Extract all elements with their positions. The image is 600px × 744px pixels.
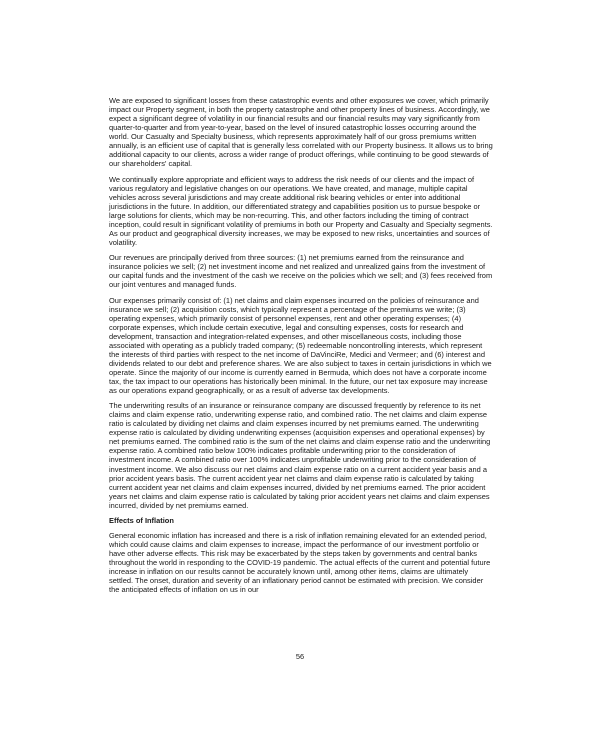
page-number: 56 bbox=[295, 652, 305, 661]
paragraph-risk-needs: We continually explore appropriate and efficient ways to address the risk needs of our clients and the impact of various regulatory and legislative changes on our operations. We have created, and manage, multiple capital vehicles across several jurisdictions and may create additional risk bearing vehicles or enter into additional jurisdictions in the future. In addition, our differentiated strategy and capabilities position us to pursue bespoke or large solutions for clients, which may be non-recurring. This, and other factors including the timing of contract inception, could result in significant volatility of premiums in both our Property and Casualty and Specialty segments. As our product and geographical diversity increases, we may be exposed to new risks, uncertainties and sources of volatility. bbox=[109, 174, 493, 247]
paragraph-expenses: Our expenses primarily consist of: (1) net claims and claim expenses incurred on the policies of reinsurance and insurance we sell; (2) acquisition costs, which typically represent a percentage of the premiums we write; (3) operating expenses, which primarily consist of personnel expenses, rent and other operating expenses; (4) corporate expenses, which include certain executive, legal and consulting expenses, costs for research and development, transaction and integration-related expenses, and other miscellaneous costs, including those associated with operating as a publicly traded company; (5) redeemable noncontrolling interests, which represent the interests of third parties with respect to the net income of DaVinciRe, Medici and Vermeer; and (6) interest and dividends related to our debt and preference shares. We are also subject to taxes in certain jurisdictions in which we operate. Since the majority of our income is currently earned in Bermuda, which does not have a corporate income tax, the tax impact to our operations has historically been minimal. In the future, our net tax exposure may increase as our operations expand geographically, or as a result of adverse tax developments. bbox=[109, 295, 492, 395]
paragraph-catastrophe-exposure: We are exposed to significant losses from these catastrophic events and other exposures we cover, which primarily impact our Property segment, in both the property catastrophe and other property lines of business. Accordingly, we expect a significant degree of volatility in our financial results and our financial results may vary significantly from quarter-to-quarter and from year-to-year, based on the level of insured catastrophic losses occurring around the world. Our Casualty and Specialty business, which represents approximately half of our gross premiums written annually, is an efficient use of capital that is generally less correlated with our Property business. It allows us to bring additional capacity to our clients, across a wider range of product offerings, while continuing to be good stewards of our shareholders' capital. bbox=[109, 96, 493, 169]
paragraph-revenues: Our revenues are principally derived from three sources: (1) net premiums earned from the reinsurance and insurance policies we sell; (2) net investment income and net realized and unrealized gains from the investment of our capital funds and the investment of the cash we receive on the policies which we sell; and (3) fees received from our joint ventures and managed funds. bbox=[109, 253, 493, 290]
paragraph-underwriting-results: The underwriting results of an insurance or reinsurance company are discussed frequently by reference to its net claims and claim expense ratio, underwriting expense ratio, and combined ratio. The net claims and claim expense ratio is calculated by dividing net claims and claim expenses incurred by net premiums earned. The underwriting expense ratio is calculated by dividing underwriting expenses (acquisition expenses and operational expenses) by net premiums earned. The combined ratio is the sum of the net claims and claim expense ratio and the underwriting expense ratio. A combined ratio below 100% indicates profitable underwriting prior to the consideration of investment income. A combined ratio over 100% indicates unprofitable underwriting prior to the consideration of investment income. We also discuss our net claims and claim expense ratio on a current accident year basis and a prior accident years basis. The current accident year net claims and claim expense ratio is calculated by taking current accident year net claims and claim expenses incurred, divided by net premiums earned. The prior accident years net claims and claim expense ratio is calculated by taking prior accident years net claims and claim expenses incurred, divided by net premiums earned. bbox=[109, 401, 491, 510]
document-body bbox=[109, 96, 493, 601]
section-heading-inflation: Effects of Inflation bbox=[109, 515, 174, 525]
paragraph-inflation: General economic inflation has increased and there is a risk of inflation remaining elevated for an extended period, which could cause claims and claim expenses to increase, impact the performance of our investment portfolio or have other adverse effects. This risk may be exacerbated by the steps taken by governments and central banks throughout the world in responding to the COVID-19 pandemic. The actual effects of the current and potential future increase in inflation on our results cannot be accurately known until, among other items, claims are ultimately settled. The onset, duration and severity of an inflationary period cannot be estimated with precision. We consider the anticipated effects of inflation on us in our bbox=[109, 531, 491, 595]
